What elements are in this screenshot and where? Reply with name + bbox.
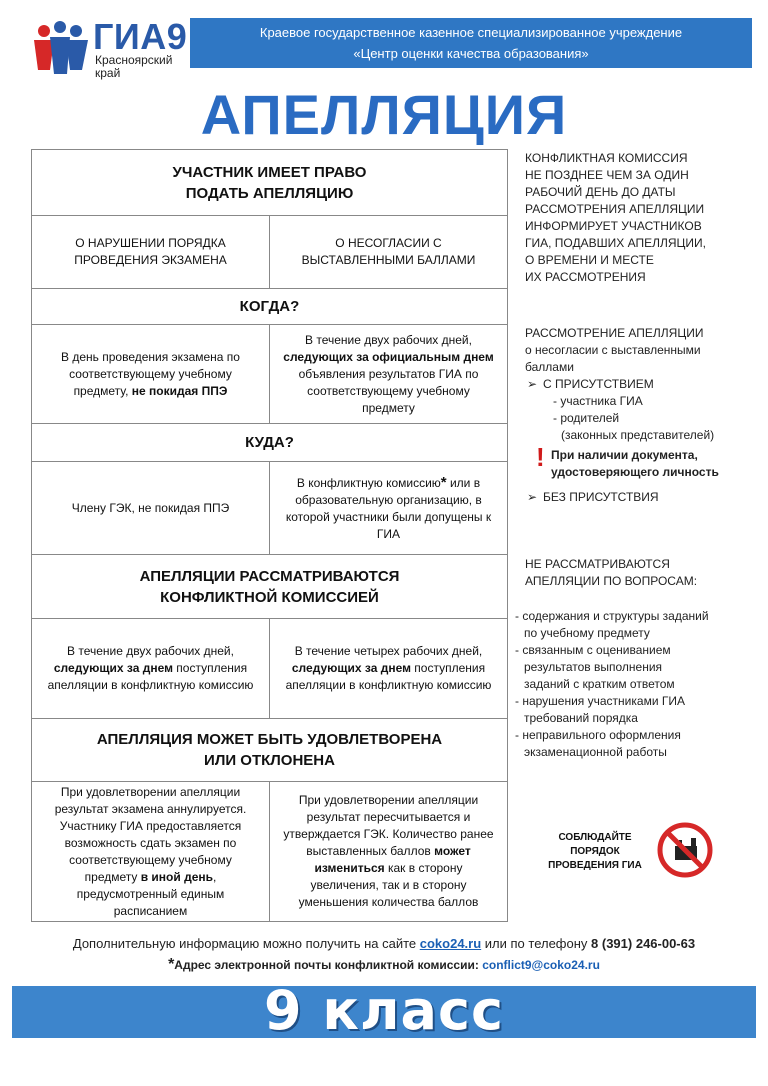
table-cell: Члену ГЭК, не покидая ППЭ bbox=[71, 500, 230, 515]
logo-region: Красноярский край bbox=[95, 53, 173, 80]
table-cell: В день проведения экзамена по соответствующему учебному предмету, не покидая ППЭ bbox=[61, 349, 240, 398]
table-header-when: КОГДА? bbox=[32, 289, 507, 325]
table-cell: В течение двух рабочих дней, следующих за официальным днем объявления результатов ГИА по соответствующему учебному предмету bbox=[269, 325, 507, 423]
table-header-right: УЧАСТНИК ИМЕЕТ ПРАВО ПОДАТЬ АПЕЛЛЯЦИЮ bbox=[32, 150, 507, 216]
commission-info: КОНФЛИКТНАЯ КОМИССИЯ НЕ ПОЗДНЕЕ ЧЕМ ЗА ОДИН РАБОЧИЙ ДЕНЬ ДО ДАТЫ РАССМОТРЕНИЯ АПЕЛЛЯЦИИ ИНФОРМИРУЕТ УЧАСТНИКОВ ГИА, ПОДАВШИХ АПЕЛЛЯЦИИ, О ВРЕМЕНИ И МЕСТЕ ИХ РАССМОТРЕНИЯ bbox=[525, 151, 706, 284]
not-reviewed-list bbox=[515, 608, 760, 761]
email-info: *Адрес электронной почты конфликтной комиссии: conflict9@coko24.ru bbox=[168, 956, 600, 973]
list-item: - содержания и структуры заданий по учебному предмету bbox=[515, 609, 709, 640]
without-presence: ➢ БЕЗ ПРИСУТСТВИЯ bbox=[527, 490, 659, 504]
table-cell: О НЕСОГЛАСИИ С ВЫСТАВЛЕННЫМИ БАЛЛАМИ bbox=[269, 216, 507, 288]
list-item: - неправильного оформления экзаменационной работы bbox=[515, 728, 681, 759]
list-item: - связанным с оцениванием результатов выполнения заданий с кратким ответом bbox=[515, 643, 675, 691]
email-link[interactable]: conflict9@coko24.ru bbox=[482, 958, 600, 972]
site-link[interactable]: coko24.ru bbox=[419, 936, 482, 951]
table-cell: В конфликтную комиссию* или в образовательную организацию, в которой участники были допущены к ГИА bbox=[269, 462, 507, 554]
header-line1: Краевое государственное казенное специализированное учреждение bbox=[259, 25, 683, 40]
page-title: АПЕЛЛЯЦИЯ bbox=[200, 83, 568, 146]
table-row bbox=[32, 619, 507, 719]
header-band bbox=[190, 18, 752, 68]
appeal-review-info: РАССМОТРЕНИЕ АПЕЛЛЯЦИИ о несогласии с выставленными баллами ➢ С ПРИСУТСТВИЕМ - участника ГИА - родителей (законных представителей) bbox=[525, 326, 715, 442]
appeal-table bbox=[31, 149, 508, 922]
table-cell: При удовлетворении апелляции результат пересчитывается и утверждается ГЭК. Количество ранее выставленных баллов может измениться как в сторону увеличения, так и в сторону уменьшения количества баллов bbox=[269, 782, 507, 921]
table-cell: В течение двух рабочих дней, следующих за днем поступления апелляции в конфликтную комиссию bbox=[47, 644, 254, 692]
additional-info: Дополнительную информацию можно получить на сайте coko24.ru или по телефону 8 (391) 246-00-63 bbox=[72, 936, 696, 951]
comply-note: СОБЛЮДАЙТЕ ПОРЯДОК ПРОВЕДЕНИЯ ГИА bbox=[548, 832, 642, 871]
prohibition-icon bbox=[657, 822, 713, 878]
not-reviewed-title: НЕ РАССМАТРИВАЮТСЯ АПЕЛЛЯЦИИ ПО ВОПРОСАМ: bbox=[525, 557, 698, 588]
table-header-result: АПЕЛЛЯЦИЯ МОЖЕТ БЫТЬ УДОВЛЕТВОРЕНА ИЛИ ОТКЛОНЕНА bbox=[32, 719, 507, 782]
logo-name: ГИА9 bbox=[93, 16, 188, 57]
arrow-icon: ➢ bbox=[527, 377, 538, 391]
grade-title: 9 класс bbox=[263, 979, 505, 1042]
table-cell: В течение четырех рабочих дней, следующих за днем поступления апелляции в конфликтную комиссию bbox=[269, 619, 507, 718]
table-cell: О НАРУШЕНИИ ПОРЯДКА ПРОВЕДЕНИЯ ЭКЗАМЕНА bbox=[74, 236, 227, 267]
list-item: - нарушения участниками ГИА требований порядка bbox=[515, 694, 685, 725]
document-note: При наличии документа, удостоверяющего личность bbox=[551, 448, 719, 479]
table-row bbox=[32, 216, 507, 289]
table-cell: При удовлетворении апелляции результат экзамена аннулируется. Участнику ГИА предоставляется возможность сдать экзамен по соответствующему учебному предмету в иной день, предусмотренный единым расписанием bbox=[54, 784, 247, 918]
exclamation-icon: ! bbox=[536, 442, 545, 472]
table-row bbox=[32, 462, 507, 555]
header-line2: «Центр оценки качества образования» bbox=[353, 46, 589, 61]
table-header-where: КУДА? bbox=[32, 424, 507, 462]
table-header-commission: АПЕЛЛЯЦИИ РАССМАТРИВАЮТСЯ КОНФЛИКТНОЙ КОМИССИЕЙ bbox=[32, 555, 507, 619]
arrow-icon: ➢ bbox=[527, 490, 538, 504]
table-row bbox=[32, 325, 507, 424]
table-row bbox=[32, 782, 507, 921]
